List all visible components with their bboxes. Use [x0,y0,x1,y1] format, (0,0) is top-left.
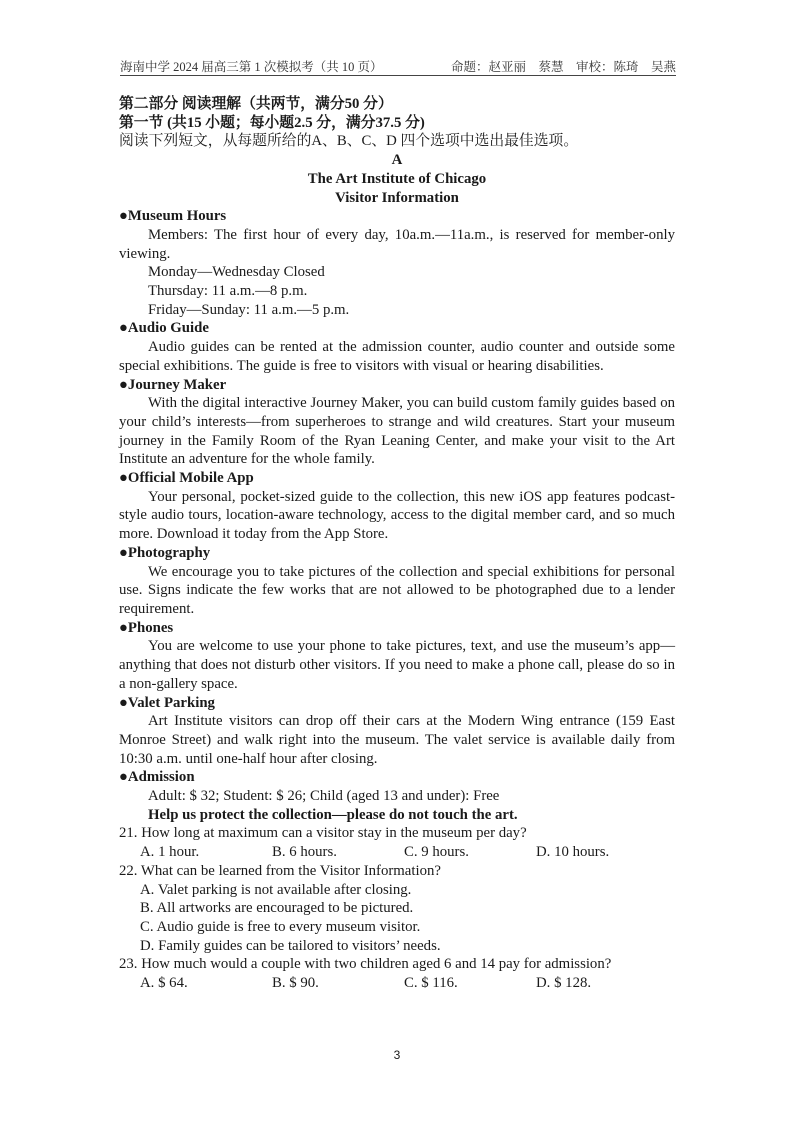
header-authors: 命题：赵亚丽 蔡慧 审校：陈琦 吴燕 [450,60,676,74]
audio-guide-heading: ●Audio Guide [119,320,209,337]
option-a: A. 1 hour. [140,844,200,861]
mobile-app-text: Your personal, pocket-sized guide to the collection, this new iOS app features podcast-style audio tours, location-aware technology, access to the digital member card, and so much more. Download it today from the App Store. [119,488,675,543]
option-a: A. Valet parking is not available after closing. [140,881,412,898]
journey-maker-text: With the digital interactive Journey Maker, you can build custom family guides based on your child’s interests—from superheroes to strange and wild creatures. Start your museum journey in the Family Room of the Ryan Leaning Center, and make your visit to the Art Institute an adventure for the whole family. [119,395,675,468]
question-stem: 22. What can be learned from the Visitor Information? [119,862,441,879]
option-b: B. $ 90. [272,975,319,992]
museum-hours-heading: ●Museum Hours [119,208,227,225]
header-divider [120,75,676,76]
option-d: D. 10 hours. [536,844,610,861]
option-c: C. $ 116. [404,975,458,992]
option-b: B. 6 hours. [272,844,337,861]
question-options [119,974,675,993]
valet-parking-heading: ●Valet Parking [119,694,215,711]
page-number: 3 [393,1048,401,1062]
valet-parking-text: Art Institute visitors can drop off their cars at the Modern Wing entrance (159 East Monroe Street) and walk right into the museum. The valet service is available daily from 10:30 a.m. until one-half hour after closing. [119,713,675,767]
option-b: B. All artworks are encouraged to be pictured. [140,900,414,917]
section-title: 第一节 (共15 小题；每小题2.5 分，满分37.5 分) [119,114,425,131]
option-c: C. Audio guide is free to every museum visitor. [140,918,421,935]
question-stem: 21. How long at maximum can a visitor stay in the museum per day? [119,825,527,842]
admission-notice: Help us protect the collection—please do not touch the art. [148,806,518,823]
phones-text: You are welcome to use your phone to take pictures, text, and use the museum’s app—anything that does not disturb other visitors. If you need to make a phone call, please do so in a non-gallery space. [119,638,675,692]
header-exam-info: 海南中学 2024 届高三第 1 次模拟考（共 10 页） [120,60,383,74]
phones-heading: ●Phones [119,619,174,636]
question-options [119,843,675,862]
option-a: A. $ 64. [140,975,188,992]
audio-guide-text: Audio guides can be rented at the admission counter, audio counter and outside some special exhibitions. The guide is free to visitors with visual or hearing disabilities. [119,339,675,374]
museum-hours-members: Members: The first hour of every day, 10a.m.—11a.m., is reserved for member-only viewing. [119,226,675,262]
museum-hours-line: Monday—Wednesday Closed [148,264,325,281]
museum-hours-line: Thursday: 11 a.m.—8 p.m. [148,283,308,300]
passage-subtitle: Visitor Information [335,189,459,206]
photography-heading: ●Photography [119,544,211,561]
question-stem: 23. How much would a couple with two children aged 6 and 14 pay for admission? [119,956,612,973]
option-c: C. 9 hours. [404,844,469,861]
admission-heading: ●Admission [119,769,195,786]
photography-text: We encourage you to take pictures of the collection and special exhibitions for personal use. Signs indicate the few works that are not allowed to be photographed due to a lender requirement. [119,563,675,617]
part-title: 第二部分 阅读理解（共两节，满分50 分） [119,96,393,112]
mobile-app-heading: ●Official Mobile App [119,470,254,487]
option-d: D. $ 128. [536,975,592,992]
journey-maker-heading: ●Journey Maker [119,376,227,393]
admission-prices: Adult: $ 32; Student: $ 26; Child (aged 13 and under): Free [148,788,500,805]
instruction: 阅读下列短文，从每题所给的A、B、C、D 四个选项中选出最佳选项。 [119,133,579,150]
museum-hours-line: Friday—Sunday: 11 a.m.—5 p.m. [148,301,350,318]
page-content [119,95,675,993]
option-d: D. Family guides can be tailored to visitors’ needs. [140,937,441,954]
passage-letter: A [391,152,403,169]
passage-title: The Art Institute of Chicago [307,170,487,187]
